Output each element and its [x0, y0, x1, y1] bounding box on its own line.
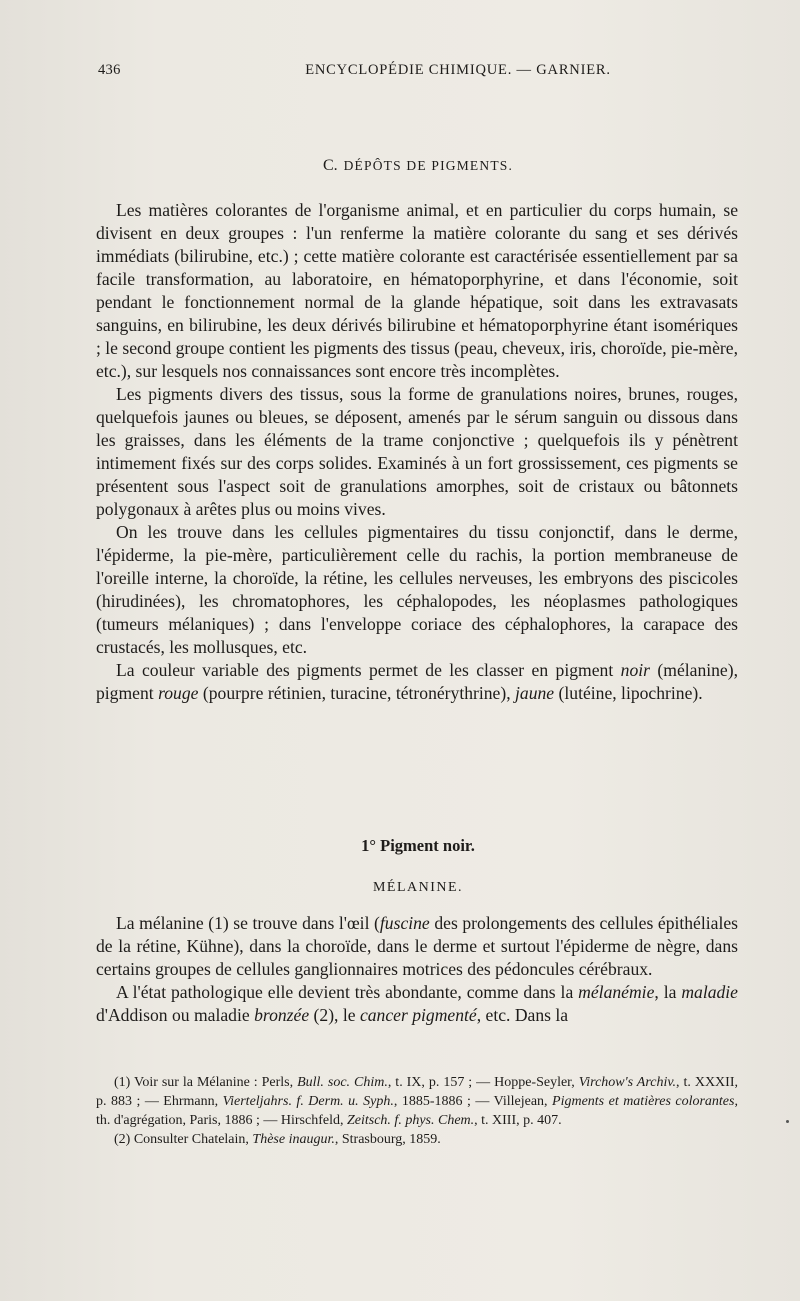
- paragraph-2: Les pigments divers des tissus, sous la forme de granulations noires, brunes, rouges, quelquefois jaunes ou bleues, se déposent, amenés par le sérum sanguin ou dissous dans les graisses, dans les éléments de la trame conjonctive ; quelquefois ils y pénètrent intimement fixés sur des corps solides. Examinés à un fort grossissement, ces pigments se présentent sous l'aspect soit de granulations amorphes, soit de cristaux ou bâtonnets polygonaux à arêtes plus ou moins vives.: [96, 384, 738, 519]
- running-title: ENCYCLOPÉDIE CHIMIQUE. — GARNIER.: [305, 62, 611, 78]
- section-title-text: DÉPÔTS DE PIGMENTS.: [343, 158, 514, 173]
- footnote-1: (1) Voir sur la Mélanine : Perls, Bull. soc. Chim., t. IX, p. 157 ; — Hoppe-Seyler, Virchow's Archiv., t. XXXII, p. 883 ; — Ehrmann, Vierteljahrs. f. Derm. u. Syph., 1885-1886 ; — Villejean, Pigments et matières colorantes, th. d'agrégation, Paris, 1886 ; — Hirschfeld, Zeitsch. f. phys. Chem., t. XIII, p. 407.: [96, 1075, 738, 1128]
- italic-fuscine: fuscine: [379, 913, 430, 933]
- italic-bronzee: bronzée: [254, 1005, 310, 1025]
- section-heading: [98, 157, 738, 175]
- ink-speck: [786, 1120, 789, 1123]
- italic-jaune: jaune: [515, 683, 555, 703]
- italic-maladie: maladie: [681, 982, 738, 1002]
- italic-melanemie: mélanémie: [578, 982, 655, 1002]
- paragraph-4: La couleur variable des pigments permet de les classer en pigment noir (mélanine), pigment rouge (pourpre rétinien, turacine, tétronérythrine), jaune (lutéine, lipochrine).: [96, 660, 738, 703]
- subsection-title: 1° Pigment noir.: [361, 836, 475, 855]
- subsection-subtitle: MÉLANINE.: [372, 880, 464, 895]
- page-header: [98, 62, 770, 84]
- page-number: 436: [98, 62, 121, 78]
- body-text-part-1: [96, 199, 738, 705]
- paragraph-5: La mélanine (1) se trouve dans l'œil (fuscine des prolongements des cellules épithéliales de la rétine, Kühne), dans la choroïde, dans le derme et surtout l'épiderme de nègre, dans certains groupes de cellules ganglionnaires motrices des pédoncules cérébraux.: [96, 913, 738, 979]
- footnote-2: (2) Consulter Chatelain, Thèse inaugur., Strasbourg, 1859.: [114, 1132, 441, 1147]
- italic-noir: noir: [620, 660, 650, 680]
- section-letter: C.: [322, 157, 338, 174]
- footnotes: [96, 1073, 738, 1149]
- paragraph-3: On les trouve dans les cellules pigmentaires du tissu conjonctif, dans le derme, l'épiderme, la pie-mère, particulièrement celle du rachis, la portion membraneuse de l'oreille interne, la choroïde, la rétine, les cellules nerveuses, les embryons des piscicoles (hirudinées), les chromatophores, les céphalopodes, les néoplasmes pathologiques (tumeurs mélaniques) ; dans l'enveloppe coriace des céphalophores, la carapace des crustacés, les mollusques, etc.: [96, 522, 738, 657]
- paragraph-6: A l'état pathologique elle devient très abondante, comme dans la mélanémie, la maladie d'Addison ou maladie bronzée (2), le cancer pigmenté, etc. Dans la: [96, 982, 738, 1025]
- italic-rouge: rouge: [158, 683, 199, 703]
- body-text-part-2: [96, 912, 738, 1027]
- italic-cancer: cancer pigmenté: [359, 1005, 477, 1025]
- paragraph-1: Les matières colorantes de l'organisme animal, et en particulier du corps humain, se divisent en deux groupes : l'un renferme la matière colorante du sang et ses dérivés immédiats (bilirubine, etc.) ; cette matière colorante est caractérisée essentiellement par sa facile transformation, au laboratoire, en hématoporphyrine, et dans l'économie, soit pendant le fonctionnement normal de la glande hépatique, soit dans les extravasats sanguins, en bilirubine, les deux dérivés bilirubine et hématoporphyrine étant isomériques ; le second groupe contient les pigments des tissus (peau, cheveux, iris, choroïde, pie-mère, etc.), sur lesquels nos connaissances sont encore très incomplètes.: [96, 200, 738, 381]
